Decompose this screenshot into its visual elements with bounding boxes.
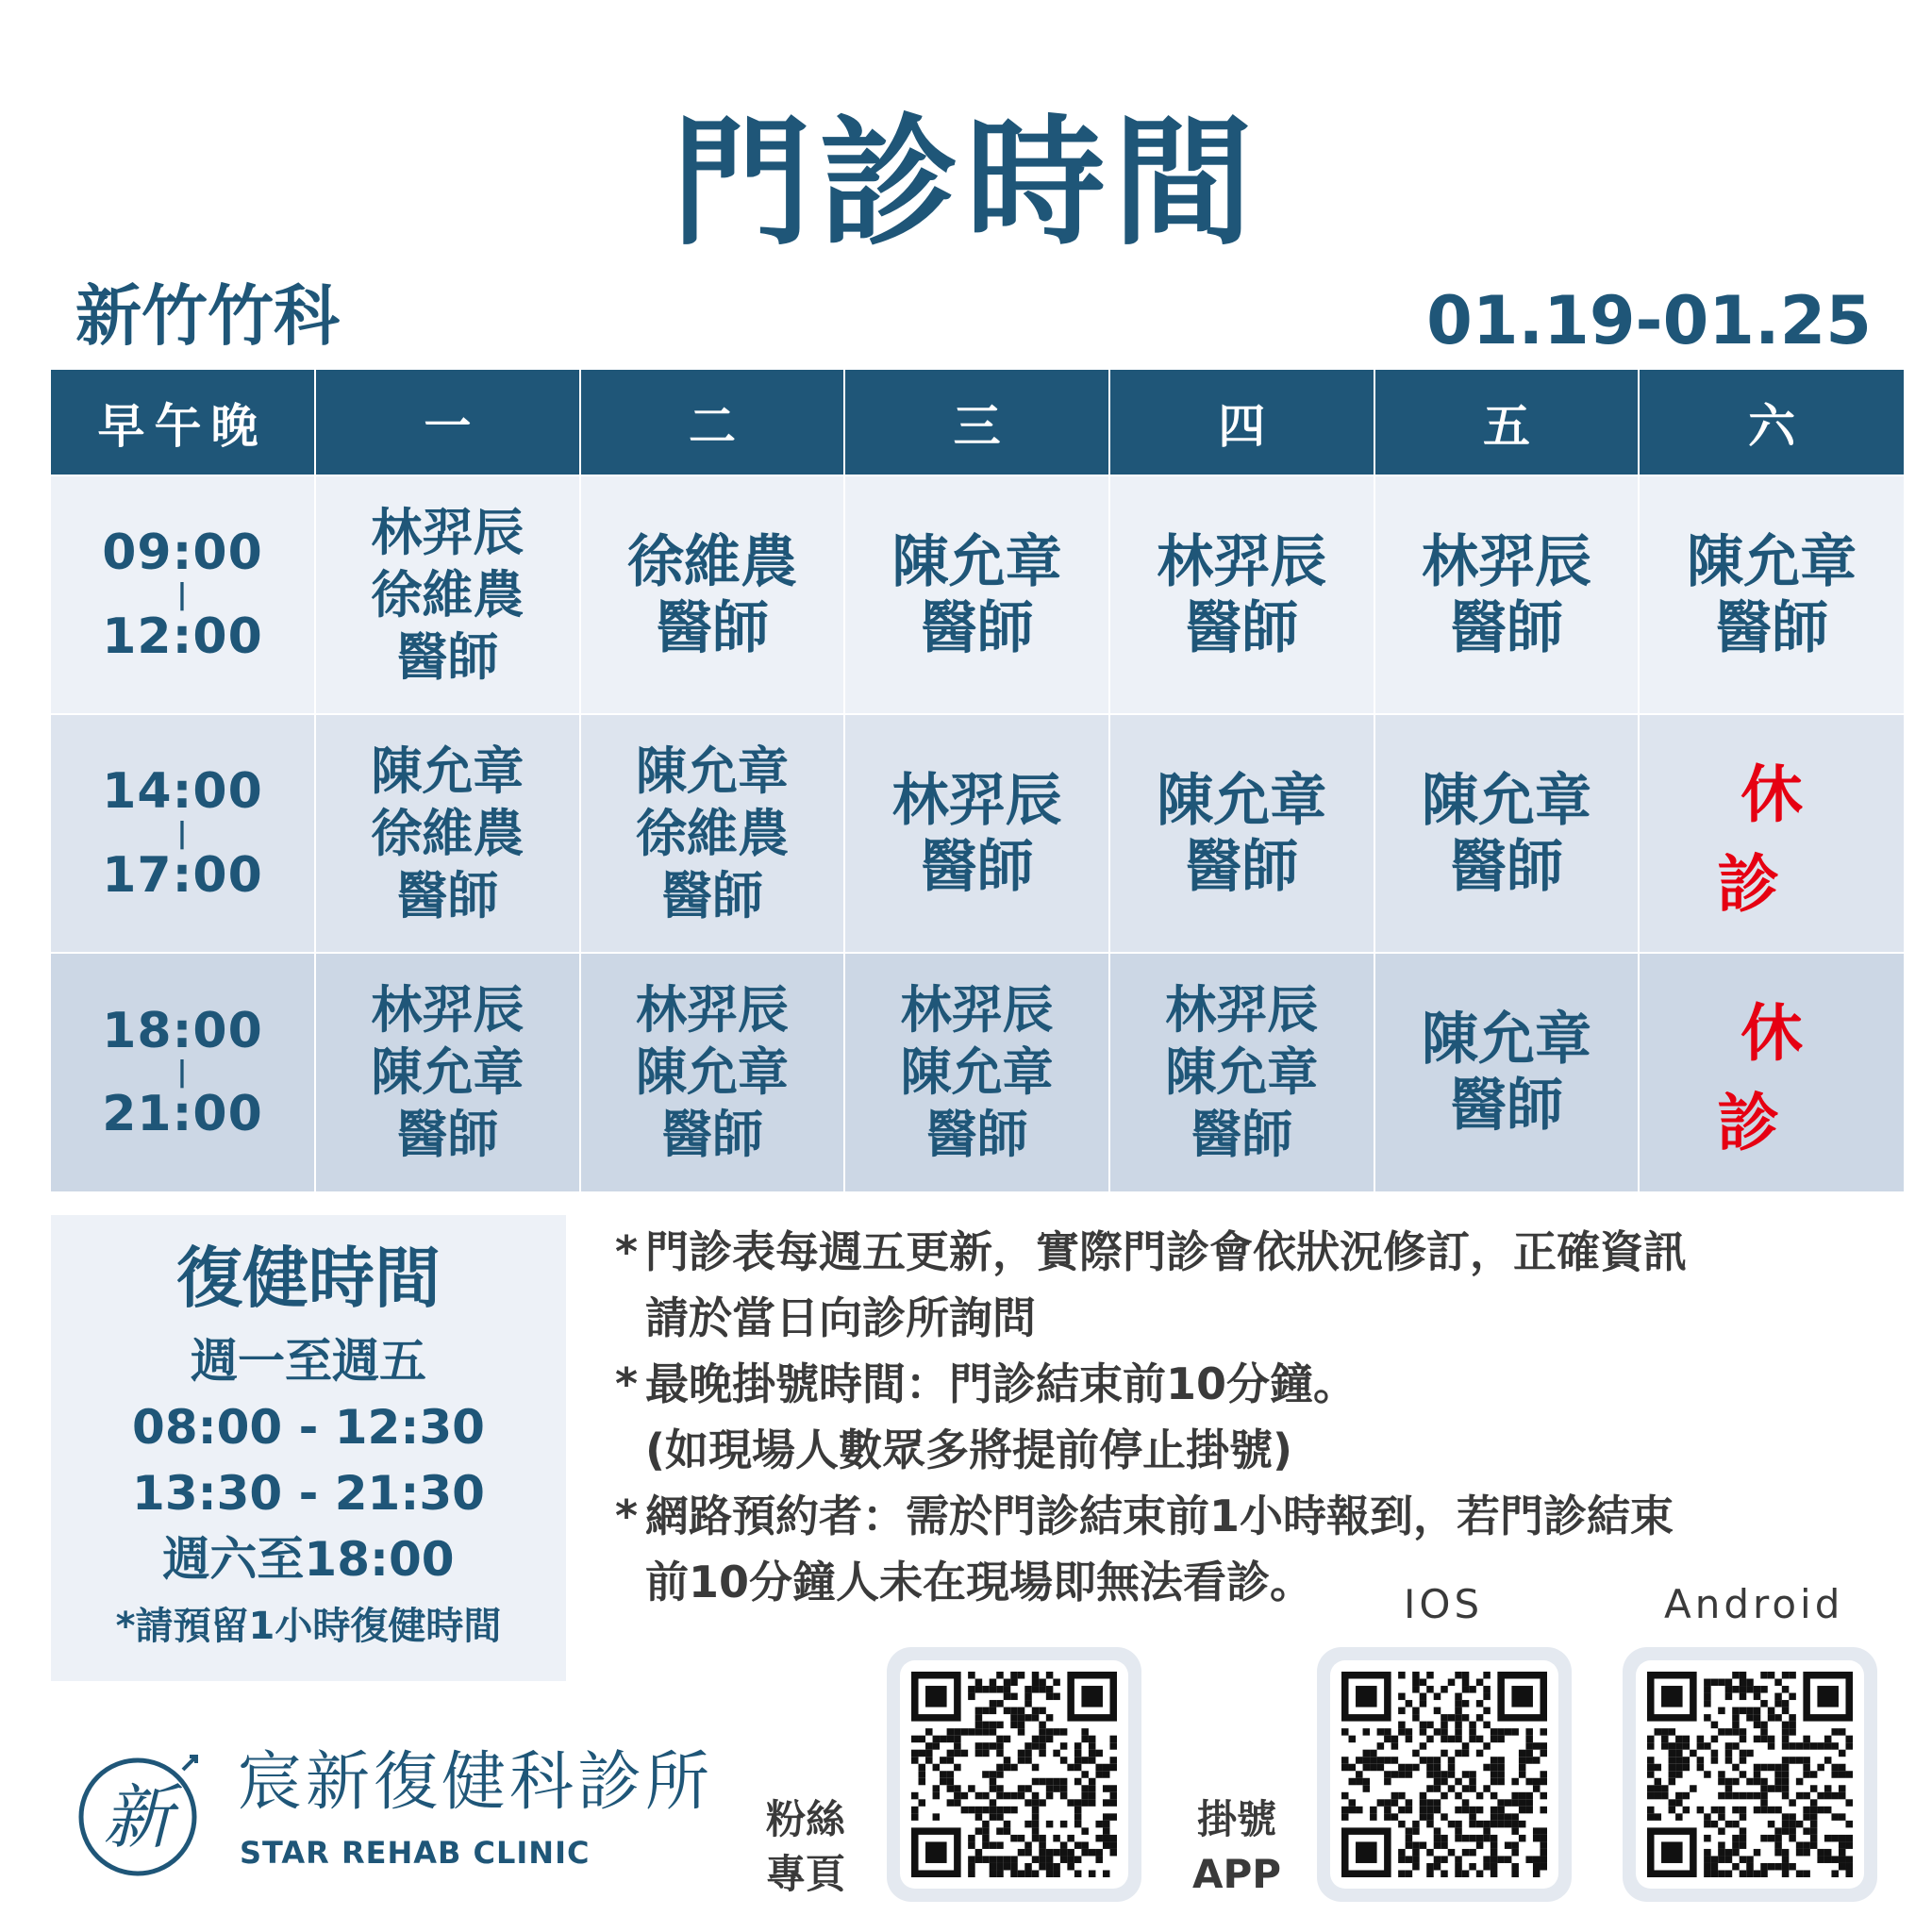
closed-label: 休診 — [1717, 997, 1851, 1159]
fanpage-label: 粉絲 專頁 — [766, 1796, 846, 1897]
time-start: 09:00 — [102, 525, 263, 582]
doctor-title: 醫師 — [920, 594, 1034, 661]
doctor-title: 醫師 — [920, 833, 1034, 900]
note-bullet: * — [615, 1226, 639, 1277]
android-caption: Android — [1664, 1581, 1844, 1627]
app-label: 掛號 APP — [1192, 1796, 1282, 1897]
time-slot-cell — [51, 953, 315, 1191]
clinic-name-zh: 宸新復健科診所 — [238, 1745, 714, 1820]
doctor-cell — [315, 714, 580, 953]
notes-list — [615, 1219, 1902, 1615]
time-start: 14:00 — [102, 763, 263, 821]
schedule-row — [51, 953, 1904, 1191]
doctor-name: 徐維農 — [371, 803, 525, 863]
doctor-cell — [844, 475, 1109, 714]
doctor-name: 林羿辰 — [371, 502, 525, 562]
doctor-name: 林羿辰 — [900, 980, 1054, 1040]
doctor-name: 林羿辰 — [1421, 528, 1591, 595]
time-end: 12:00 — [102, 608, 263, 665]
doctor-cell — [1374, 475, 1640, 714]
doctor-cell — [1374, 953, 1640, 1191]
doctor-name: 陳允章 — [1157, 767, 1327, 834]
doctor-title: 醫師 — [1715, 594, 1829, 661]
doctor-cell — [580, 475, 845, 714]
doctor-name: 林羿辰 — [891, 767, 1062, 834]
doctor-title: 醫師 — [1449, 594, 1563, 661]
ios-app-qr-code[interactable] — [1317, 1647, 1572, 1902]
time-end: 17:00 — [102, 846, 263, 904]
closed-label: 休診 — [1717, 758, 1851, 921]
doctor-name: 林羿辰 — [635, 980, 789, 1040]
doctor-title: 醫師 — [396, 1105, 499, 1164]
qr-code-icon — [911, 1672, 1117, 1877]
doctor-title: 醫師 — [396, 626, 499, 687]
doctor-name: 陳允章 — [1687, 528, 1857, 595]
day-header: 二 — [580, 370, 845, 475]
doctor-name: 陳允章 — [1165, 1042, 1319, 1102]
note-text: 前10分鐘人未在現場即無法看診。 — [645, 1557, 1314, 1607]
rehab-line: 13:30 - 21:30 — [132, 1466, 485, 1521]
rehab-note: *請預留1小時復健時間 — [115, 1605, 502, 1648]
note-bullet: * — [615, 1358, 639, 1409]
time-separator: | — [176, 577, 189, 611]
svg-text:新: 新 — [103, 1777, 173, 1858]
doctor-title: 醫師 — [1185, 833, 1299, 900]
doctor-name: 陳允章 — [371, 741, 525, 801]
qr-code-icon — [1341, 1672, 1547, 1877]
doctor-title: 醫師 — [1191, 1105, 1293, 1164]
doctor-cell — [315, 953, 580, 1191]
time-start: 18:00 — [102, 1002, 263, 1059]
time-end: 21:00 — [102, 1086, 263, 1142]
doctor-name: 陳允章 — [1421, 1007, 1591, 1073]
clinic-logo-mark-icon — [70, 1743, 211, 1885]
schedule-table — [51, 370, 1904, 1191]
doctor-title: 醫師 — [396, 865, 499, 925]
time-separator: | — [176, 816, 189, 850]
doctor-name: 陳允章 — [891, 528, 1062, 595]
note-item — [615, 1219, 1902, 1351]
note-bullet: * — [615, 1491, 639, 1541]
doctor-name: 陳允章 — [900, 1042, 1054, 1102]
date-range: 01.19-01.25 — [1426, 282, 1872, 359]
doctor-cell — [1109, 953, 1374, 1191]
note-text: 最晚掛號時間：門診結束前10分鐘。 — [645, 1358, 1357, 1409]
rehab-title: 復健時間 — [176, 1240, 441, 1317]
doctor-cell — [1109, 714, 1374, 953]
doctor-name: 徐維農 — [626, 528, 797, 595]
android-app-qr-code[interactable] — [1623, 1647, 1877, 1902]
doctor-title: 醫師 — [1449, 1073, 1563, 1139]
time-separator: | — [176, 1056, 189, 1089]
doctor-cell — [580, 714, 845, 953]
schedule-row — [51, 714, 1904, 953]
closed-cell — [1639, 953, 1904, 1191]
fanpage-qr-code[interactable] — [887, 1647, 1141, 1902]
day-header: 一 — [315, 370, 580, 475]
note-item — [615, 1351, 1902, 1483]
branch-name: 新竹竹科 — [75, 277, 340, 355]
doctor-title: 醫師 — [925, 1105, 1028, 1164]
doctor-title: 醫師 — [660, 865, 763, 925]
day-header: 五 — [1374, 370, 1640, 475]
doctor-title: 醫師 — [1449, 833, 1563, 900]
doctor-name: 林羿辰 — [1165, 980, 1319, 1040]
doctor-name: 陳允章 — [635, 741, 789, 801]
note-text: 網路預約者：需於門診結束前1小時報到，若門診結束 — [645, 1491, 1674, 1541]
doctor-cell — [844, 953, 1109, 1191]
note-text: (如現場人數眾多將提前停止掛號) — [645, 1424, 1293, 1475]
closed-cell — [1639, 714, 1904, 953]
doctor-name: 陳允章 — [1421, 767, 1591, 834]
corner-header: 早午晚 — [51, 370, 315, 475]
doctor-cell — [315, 475, 580, 714]
clinic-name-en: STAR REHAB CLINIC — [240, 1835, 591, 1871]
rehab-line: 週一至週五 — [191, 1334, 426, 1389]
note-text: 門診表每週五更新，實際門診會依狀況修訂，正確資訊 — [645, 1226, 1687, 1277]
time-slot-cell — [51, 475, 315, 714]
page-title: 門診時間 — [672, 102, 1260, 264]
qr-code-icon — [1647, 1672, 1853, 1877]
doctor-cell — [844, 714, 1109, 953]
schedule-row — [51, 475, 1904, 714]
day-header: 六 — [1639, 370, 1904, 475]
clinic-logo — [70, 1743, 730, 1875]
note-text: 請於當日向診所詢問 — [645, 1292, 1036, 1343]
doctor-name: 陳允章 — [635, 1042, 789, 1102]
doctor-cell — [1639, 475, 1904, 714]
doctor-cell — [580, 953, 845, 1191]
doctor-cell — [1109, 475, 1374, 714]
rehab-hours-box — [51, 1215, 566, 1681]
doctor-title: 醫師 — [660, 1105, 763, 1164]
time-slot-cell — [51, 714, 315, 953]
doctor-title: 醫師 — [1185, 594, 1299, 661]
doctor-name: 陳允章 — [371, 1042, 525, 1102]
ios-caption: IOS — [1404, 1581, 1484, 1627]
doctor-cell — [1374, 714, 1640, 953]
doctor-name: 徐維農 — [635, 803, 789, 863]
doctor-name: 林羿辰 — [371, 980, 525, 1040]
rehab-line: 週六至18:00 — [162, 1532, 455, 1587]
schedule-header-row — [51, 370, 1904, 475]
doctor-name: 徐維農 — [371, 564, 525, 625]
doctor-title: 醫師 — [655, 594, 769, 661]
rehab-line: 08:00 - 12:30 — [132, 1400, 485, 1455]
doctor-name: 林羿辰 — [1157, 528, 1327, 595]
day-header: 三 — [844, 370, 1109, 475]
day-header: 四 — [1109, 370, 1374, 475]
